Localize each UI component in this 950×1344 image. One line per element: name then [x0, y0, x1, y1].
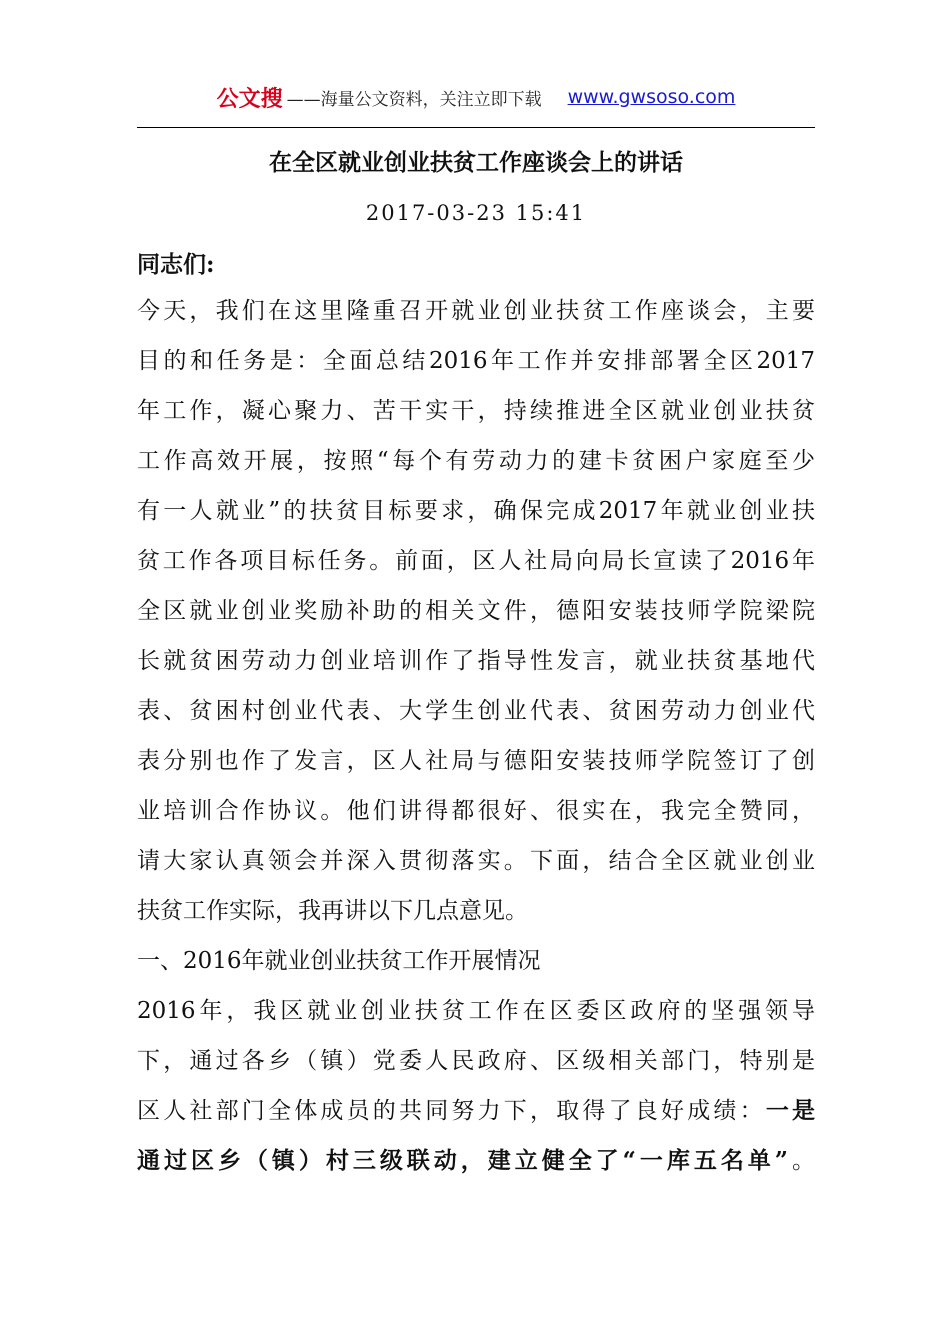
body-line: 业培训合作协议。他们讲得都很好、很实在，我完全赞同，	[137, 798, 815, 824]
body-line: 下，通过各乡（镇）党委人民政府、区级相关部门，特别是	[137, 1048, 815, 1074]
body-line: 今天，我们在这里隆重召开就业创业扶贫工作座谈会，主要	[137, 298, 815, 324]
site-url-link[interactable]: www.gwsoso.com	[567, 86, 736, 108]
emphasis-text: 一是	[765, 1097, 816, 1124]
body-line	[137, 1136, 815, 1186]
body-line: 表分别也作了发言，区人社局与德阳安装技师学院签订了创	[137, 748, 815, 774]
body-line: 扶贫工作实际，我再讲以下几点意见。	[137, 898, 528, 924]
body-line	[137, 1086, 815, 1136]
body-line: 目的和任务是：全面总结2016年工作并安排部署全区2017	[137, 348, 815, 374]
emphasis-text: 通过区乡（镇）村三级联动，建立健全了“一库五名单”	[137, 1147, 789, 1174]
site-header	[137, 80, 815, 114]
body-line: 表、贫困村创业代表、大学生创业代表、贫困劳动力创业代	[137, 698, 815, 724]
salutation: 同志们:	[137, 251, 215, 278]
body-line: 有一人就业”的扶贫目标要求，确保完成2017年就业创业扶	[137, 498, 815, 524]
header-divider	[137, 127, 815, 128]
body-line: 请大家认真领会并深入贯彻落实。下面，结合全区就业创业	[137, 848, 815, 874]
body-line: 贫工作各项目标任务。前面，区人社局向局长宣读了2016年	[137, 548, 815, 574]
site-slogan: ——海量公文资料，关注立即下载	[286, 89, 542, 110]
section-heading: 一、2016年就业创业扶贫工作开展情况	[137, 948, 541, 974]
document-date: 2017-03-23 15:41	[365, 201, 587, 225]
body-text: 区人社部门全体成员的共同努力下，取得了良好成绩：	[137, 1098, 766, 1124]
body-line: 年工作，凝心聚力、苦干实干，持续推进全区就业创业扶贫	[137, 398, 815, 424]
body-text: 。	[788, 1148, 815, 1174]
body-line: 全区就业创业奖励补助的相关文件，德阳安装技师学院梁院	[137, 598, 815, 624]
body-line: 工作高效开展，按照“每个有劳动力的建卡贫困户家庭至少	[137, 448, 815, 474]
body-line: 2016年，我区就业创业扶贫工作在区委区政府的坚强领导	[137, 998, 815, 1024]
body-line: 长就贫困劳动力创业培训作了指导性发言，就业扶贫基地代	[137, 648, 815, 674]
document-title: 在全区就业创业扶贫工作座谈会上的讲话	[269, 149, 683, 176]
site-brand[interactable]: 公文搜	[216, 86, 283, 112]
